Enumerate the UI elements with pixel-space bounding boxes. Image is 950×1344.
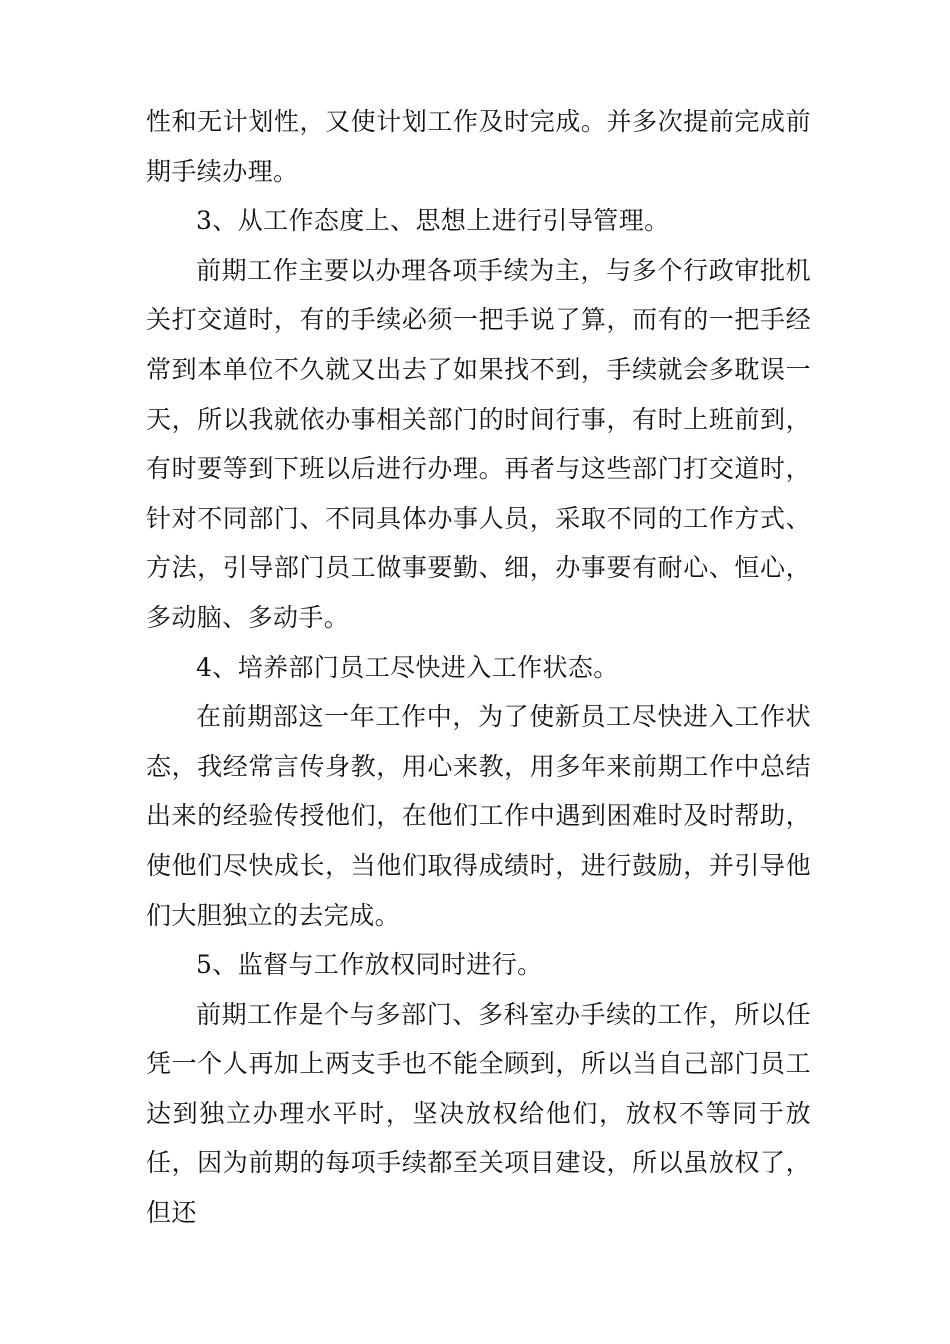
section-heading-3: 3、从工作态度上、思想上进行引导管理。 xyxy=(196,206,670,236)
section-heading-4: 4、培养部门员工尽快进入工作状态。 xyxy=(196,652,619,682)
paragraph-training: 在前期部这一年工作中，为了使新员工尽快进入工作状态，我经常言传身教，用心来教，用多年来前期工作中总结出来的经验传授他们，在他们工作中遇到困难时及时帮助，使他们尽快成长，当他们取得成绩时，进行鼓励，并引导他们大胆独立的去完成。 xyxy=(146,702,811,930)
document-body xyxy=(146,97,811,1238)
paragraph-continuation: 性和无计划性，又使计划工作及时完成。并多次提前完成前期手续办理。 xyxy=(146,107,811,186)
paragraph-procedures: 前期工作主要以办理各项手续为主，与多个行政审批机关打交道时，有的手续必须一把手说了算，而有的一把手经常到本单位不久就又出去了如果找不到，手续就会多耽误一天，所以我就依办事相关部门的时间行事，有时上班前到，有时要等到下班以后进行办理。再者与这些部门打交道时，针对不同部门、不同具体办事人员，采取不同的工作方式、方法，引导部门员工做事要勤、细，办事要有耐心、恒心，多动脑、多动手。 xyxy=(146,255,811,632)
paragraph-delegation: 前期工作是个与多部门、多科室办手续的工作，所以任凭一个人再加上两支手也不能全顾到，所以当自己部门员工达到独立办理水平时，坚决放权给他们，放权不等同于放任，因为前期的每项手续都至关项目建设，所以虽放权了，但还 xyxy=(146,999,811,1228)
section-heading-5: 5、监督与工作放权同时进行。 xyxy=(196,950,543,980)
